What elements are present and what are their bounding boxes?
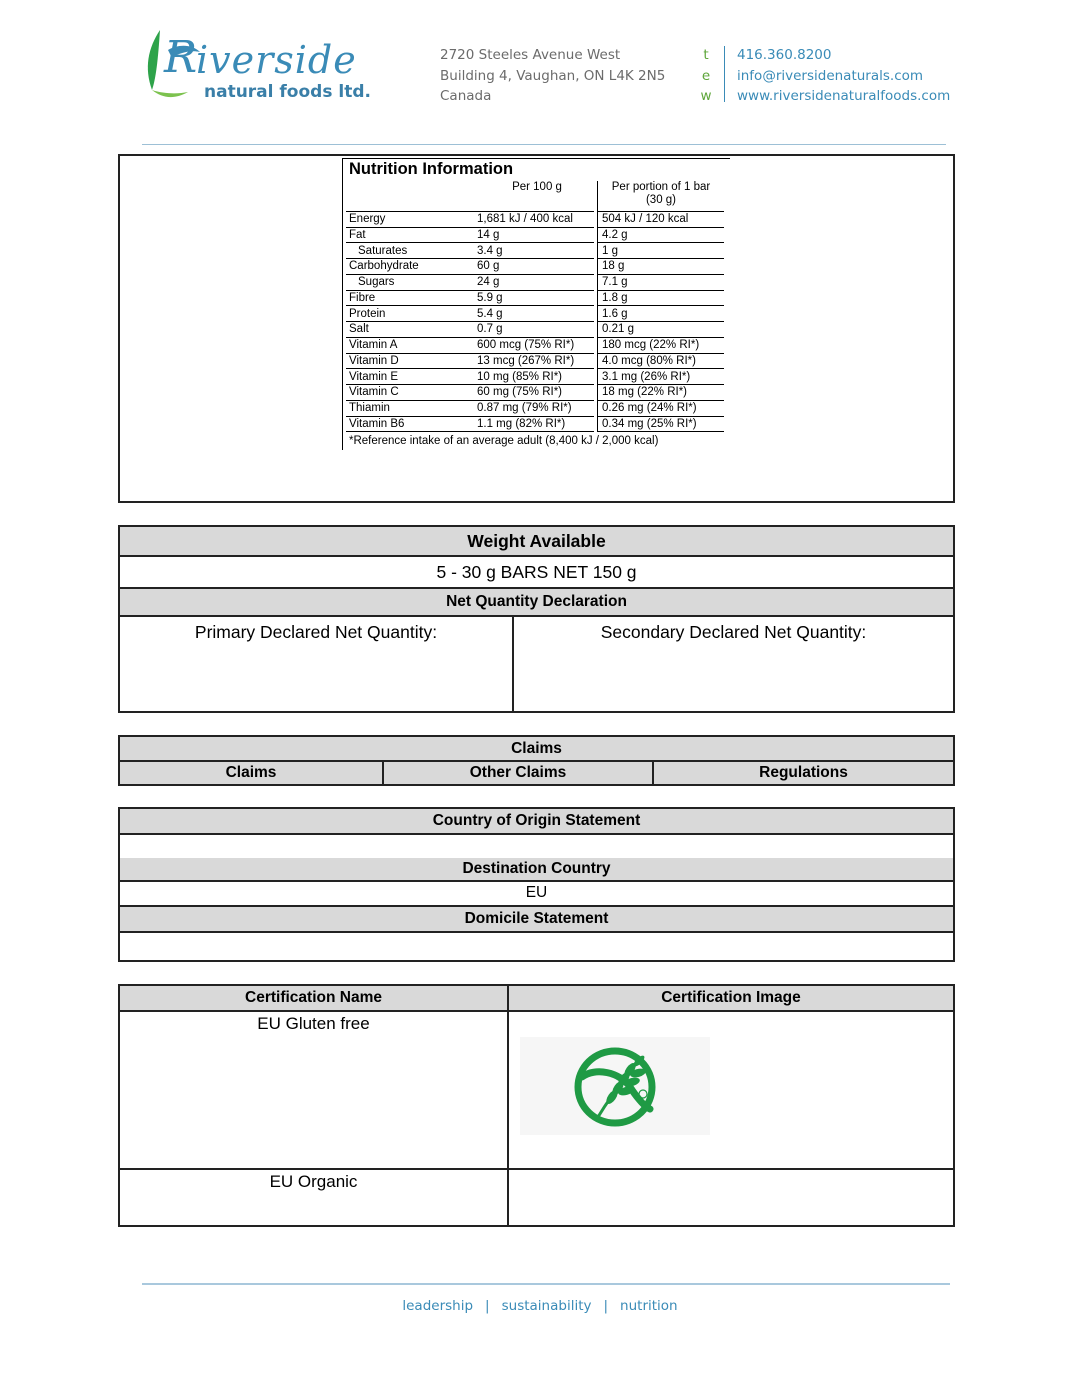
nutrient-name: Carbohydrate [349, 260, 419, 273]
nutrition-row [346, 212, 724, 228]
nutrient-name: Saturates [358, 244, 408, 257]
country-of-origin-value [120, 835, 953, 857]
claims-header: Claims [120, 737, 953, 760]
rule [507, 986, 509, 1225]
weight-value: 5 - 30 g BARS NET 150 g [436, 561, 637, 582]
nutrition-row [346, 417, 724, 433]
rule [120, 931, 953, 933]
destination-country-header: Destination Country [120, 858, 953, 880]
nutrition-footnote: *Reference intake of an average adult (8,400 kJ / 2,000 kcal) [349, 435, 659, 447]
company-address [440, 45, 665, 107]
claims-col-other: Other Claims [384, 762, 652, 784]
nutrient-name: Vitamin D [349, 354, 399, 367]
certification-name-header: Certification Name [120, 986, 507, 1010]
footer-item-nutrition: nutrition [620, 1298, 678, 1314]
certification-name: EU Gluten free [257, 1014, 370, 1033]
secondary-net-quantity-label: Secondary Declared Net Quantity: [600, 621, 867, 642]
nutrient-per100: 13 mcg (267% RI*) [477, 354, 575, 367]
nutrition-row [346, 259, 724, 275]
nutrient-name: Protein [349, 307, 386, 320]
nutrition-border-left [342, 158, 343, 450]
rule [120, 1010, 953, 1012]
address-line: 2720 Steeles Avenue West [440, 47, 621, 63]
address-line: Canada [440, 88, 492, 104]
certification-name: EU Organic [269, 1172, 358, 1191]
nutrient-per100: 0.87 mg (79% RI*) [477, 402, 572, 414]
nutrition-col-per100: Per 100 g [512, 181, 562, 193]
nutrition-col-portion [598, 181, 724, 207]
claims-col-claims: Claims [120, 762, 382, 784]
company-logo [138, 28, 378, 108]
nutrient-per100: 1.1 mg (82% RI*) [477, 417, 566, 430]
claims-col-regulations: Regulations [654, 762, 953, 784]
nutrient-portion: 7.1 g [602, 276, 628, 288]
nutrient-portion: 0.26 mg (24% RI*) [602, 402, 697, 414]
footer-divider [142, 1283, 950, 1285]
nutrient-name: Thiamin [349, 402, 390, 414]
nutrition-row [346, 385, 724, 401]
footer-separator: | [603, 1298, 609, 1314]
logo-letter: R [164, 32, 199, 83]
nutrition-title: Nutrition Information [349, 160, 514, 178]
nutrition-row [346, 401, 724, 417]
nutrient-name: Vitamin B6 [349, 417, 405, 430]
net-quantity-header: Net Quantity Declaration [120, 589, 953, 615]
nutrient-name: Vitamin A [349, 339, 398, 351]
contact-label-web: w [700, 88, 712, 104]
rule [120, 615, 953, 617]
footer-item-sustainability: sustainability [501, 1298, 592, 1314]
footer-item-leadership: leadership [402, 1298, 474, 1314]
nutrition-row [346, 307, 724, 323]
crossed-grain-icon [520, 1037, 710, 1135]
nutrition-row [346, 228, 724, 244]
nutrient-name: Salt [349, 323, 369, 336]
email-link[interactable]: info@riversidenaturals.com [737, 67, 924, 84]
gluten-free-certification-image [520, 1037, 710, 1135]
footer-separator: | [485, 1298, 490, 1314]
nutrient-portion: 1 g [602, 244, 618, 257]
nutrient-portion: 18 mg (22% RI*) [602, 386, 688, 399]
nutrient-portion: 0.34 mg (25% RI*) [602, 417, 697, 430]
nutrient-name: Vitamin E [349, 370, 399, 383]
nutrition-row [346, 322, 724, 338]
nutrition-row [346, 354, 724, 370]
nutrient-portion: 18 g [602, 260, 625, 273]
nutrient-portion: 4.2 g [602, 228, 628, 241]
nutrient-per100: 0.7 g [477, 323, 503, 336]
contact-label-email: e [701, 67, 711, 84]
address-line: Building 4, Vaughan, ON L4K 2N5 [440, 67, 666, 84]
nutrient-per100: 14 g [477, 228, 500, 241]
logo-wordmark: iverside [196, 38, 357, 82]
header-divider [142, 144, 946, 145]
nutrient-name: Vitamin C [349, 386, 399, 399]
nutrient-per100: 5.4 g [477, 307, 503, 320]
row-rule [598, 431, 724, 432]
weight-table [118, 525, 955, 713]
nutrient-per100: 600 mcg (75% RI*) [477, 339, 575, 351]
nutrient-portion: 0.21 g [602, 323, 634, 336]
nutrient-name: Sugars [358, 276, 395, 288]
website-link[interactable]: www.riversidenaturalfoods.com [737, 88, 951, 104]
nutrient-portion: 1.6 g [602, 307, 628, 320]
nutrient-portion: 4.0 mcg (80% RI*) [602, 354, 696, 367]
nutrient-per100: 60 mg (75% RI*) [477, 386, 563, 399]
nutrition-row [346, 291, 724, 307]
nutrition-row [346, 244, 724, 260]
phone-number: 416.360.8200 [737, 47, 832, 63]
nutrient-per100: 10 mg (85% RI*) [477, 370, 563, 383]
nutrient-name: Fat [349, 228, 366, 241]
portion-header-line1: Per portion of 1 bar [611, 181, 711, 193]
logo-subtitle: natural foods ltd. [204, 82, 371, 102]
claims-table [118, 735, 955, 786]
nutrient-portion: 1.8 g [602, 291, 628, 304]
nutrition-row [346, 338, 724, 354]
contact-labels [700, 45, 712, 107]
nutrient-per100: 24 g [477, 276, 500, 288]
country-of-origin-header: Country of Origin Statement [120, 809, 953, 833]
origin-table [118, 807, 955, 962]
row-rule [346, 431, 594, 432]
nutrient-portion: 504 kJ / 120 kcal [602, 213, 689, 225]
nutrition-row [346, 370, 724, 386]
nutrient-name: Fibre [349, 291, 376, 304]
nutrition-border-top [342, 158, 730, 159]
nutrient-per100: 5.9 g [477, 291, 503, 304]
contact-values [737, 45, 950, 107]
contact-label-phone: t [703, 47, 709, 63]
primary-net-quantity-label: Primary Declared Net Quantity: [194, 621, 438, 642]
nutrient-per100: 60 g [477, 260, 500, 273]
nutrient-name: Energy [349, 213, 386, 225]
nutrition-row [346, 275, 724, 291]
nutrient-portion: 180 mcg (22% RI*) [602, 339, 700, 351]
nutrient-portion: 3.1 mg (26% RI*) [602, 370, 691, 383]
footer-tagline [0, 1298, 1080, 1314]
nutrient-per100: 3.4 g [477, 244, 503, 257]
contact-divider [724, 46, 725, 102]
nutrient-per100: 1,681 kJ / 400 kcal [477, 213, 573, 225]
destination-country-value: EU [525, 884, 548, 901]
portion-header-line2: (30 g) [645, 194, 677, 206]
rule [120, 1168, 953, 1170]
certification-image-header: Certification Image [509, 986, 953, 1010]
weight-header: Weight Available [120, 527, 953, 555]
domicile-statement-header: Domicile Statement [120, 907, 953, 931]
